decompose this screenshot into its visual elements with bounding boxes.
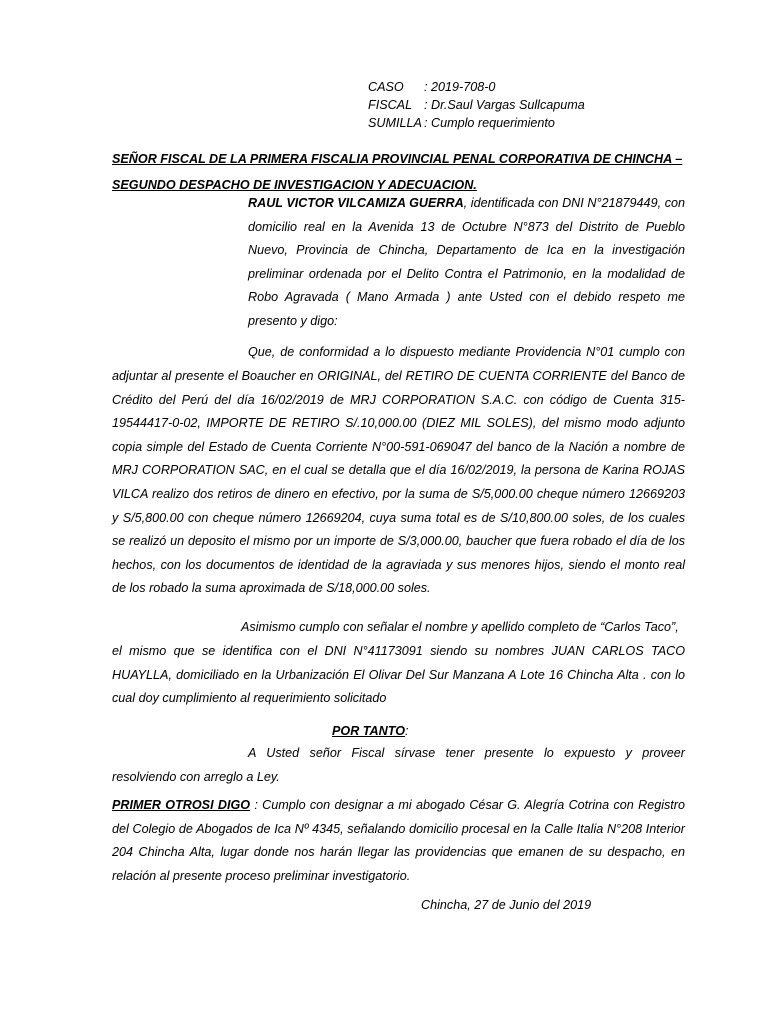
- body-para2: el mismo que se identifica con el DNI N°41173091 siendo su nombres JUAN CARLOS TACO HUAYLLA, domiciliado en la Urbanización El Olivar Del Sur Manzana A Lote 16 Chincha Alta . con lo cual doy cumplimiento al requerimiento solicitado: [112, 644, 685, 706]
- otrosi-label: PRIMER OTROSI DIGO: [112, 798, 251, 812]
- place-date: Chincha, 27 de Junio del 2019: [421, 898, 592, 912]
- addressee-line-2: SEGUNDO DESPACHO DE INVESTIGACION Y ADECUACION.: [112, 178, 477, 192]
- body-para1-first-line: Que, de conformidad a lo dispuesto mediante Providencia N°01 cumplo con: [248, 345, 685, 359]
- sumilla-label: SUMILLA: [368, 116, 422, 130]
- body-para2-first-line: Asimismo cumplo con señalar el nombre y apellido completo de “Carlos Taco”,: [241, 620, 679, 634]
- fiscal-line: [368, 96, 668, 114]
- intro-text: , identificada con DNI N°21879449, con domicilio real en la Avenida 13 de Octubre N°873 del Distrito de Pueblo Nuevo, Provincia de Chincha, Departamento de Ica en la investigación preliminar ordenada por el Delito Contra el Patrimonio, en la modalidad de Robo Agravada ( Mano Armada ) ante Usted con el debido respeto me presento y digo:: [248, 196, 686, 328]
- sumilla-value: : Cumplo requerimiento: [424, 116, 555, 130]
- sumilla-line: [368, 114, 668, 132]
- por-tanto-colon: :: [405, 724, 409, 738]
- por-tanto-heading: [332, 721, 409, 741]
- por-tanto-label: POR TANTO: [332, 724, 405, 738]
- intro-paragraph: [248, 192, 685, 334]
- addressee-line-1: SEÑOR FISCAL DE LA PRIMERA FISCALIA PROVINCIAL PENAL CORPORATIVA DE CHINCHA –: [112, 152, 683, 166]
- case-header: [368, 78, 668, 132]
- caso-line: [368, 78, 668, 96]
- petitioner-name: RAUL VICTOR VILCAMIZA GUERRA: [248, 196, 464, 210]
- otrosi-paragraph: [112, 794, 685, 888]
- otrosi-text: : Cumplo con designar a mi abogado César G. Alegría Cotrina con Registro del Colegio de Abogados de Ica Nº 4345, señalando domicilio procesal en la Calle Italia N°208 Interior 204 Chincha Alta, lugar donde nos harán llegar las providencias que emanen de su despacho, en relación al presente proceso preliminar investigatorio.: [112, 798, 685, 883]
- fiscal-value: : Dr.Saul Vargas Sullcapuma: [424, 98, 585, 112]
- caso-label: CASO: [368, 80, 404, 94]
- por-tanto-first-line: A Usted señor Fiscal sírvase tener presente lo expuesto y proveer: [248, 746, 685, 760]
- por-tanto-rest: resolviendo con arreglo a Ley.: [112, 770, 280, 784]
- caso-value: : 2019-708-0: [424, 80, 496, 94]
- fiscal-label: FISCAL: [368, 98, 413, 112]
- addressee-heading: [112, 146, 692, 198]
- body-para1: adjuntar al presente el Boaucher en ORIGINAL, del RETIRO DE CUENTA CORRIENTE del Banco de Crédito del Perú del día 16/02/2019 de MRJ CORPORATION S.A.C. con código de Cuenta 315-19544417-0-02, IMPORTE DE RETIRO S/.10,000.00 (DIEZ MIL SOLES), del mismo modo adjunto copia simple del Estado de Cuenta Corriente N°00-591-069047 del banco de la Nación a nombre de MRJ CORPORATION SAC, en el cual se detalla que el día 16/02/2019, la persona de Karina ROJAS VILCA realizo dos retiros de dinero en efectivo, por la suma de S/5,000.00 cheque número 12669203 y S/5,800.00 con cheque número 12669204, cuya suma total es de S/10,800.00 soles, de los cuales se realizó un deposito el mismo por un importe de S/3,000.00, baucher que fuera robado el día de los hechos, con los documentos de identidad de la agraviada y sus menores hijos, siendo el monto real de los robado la suma aproximada de S/18,000.00 soles.: [112, 369, 685, 596]
